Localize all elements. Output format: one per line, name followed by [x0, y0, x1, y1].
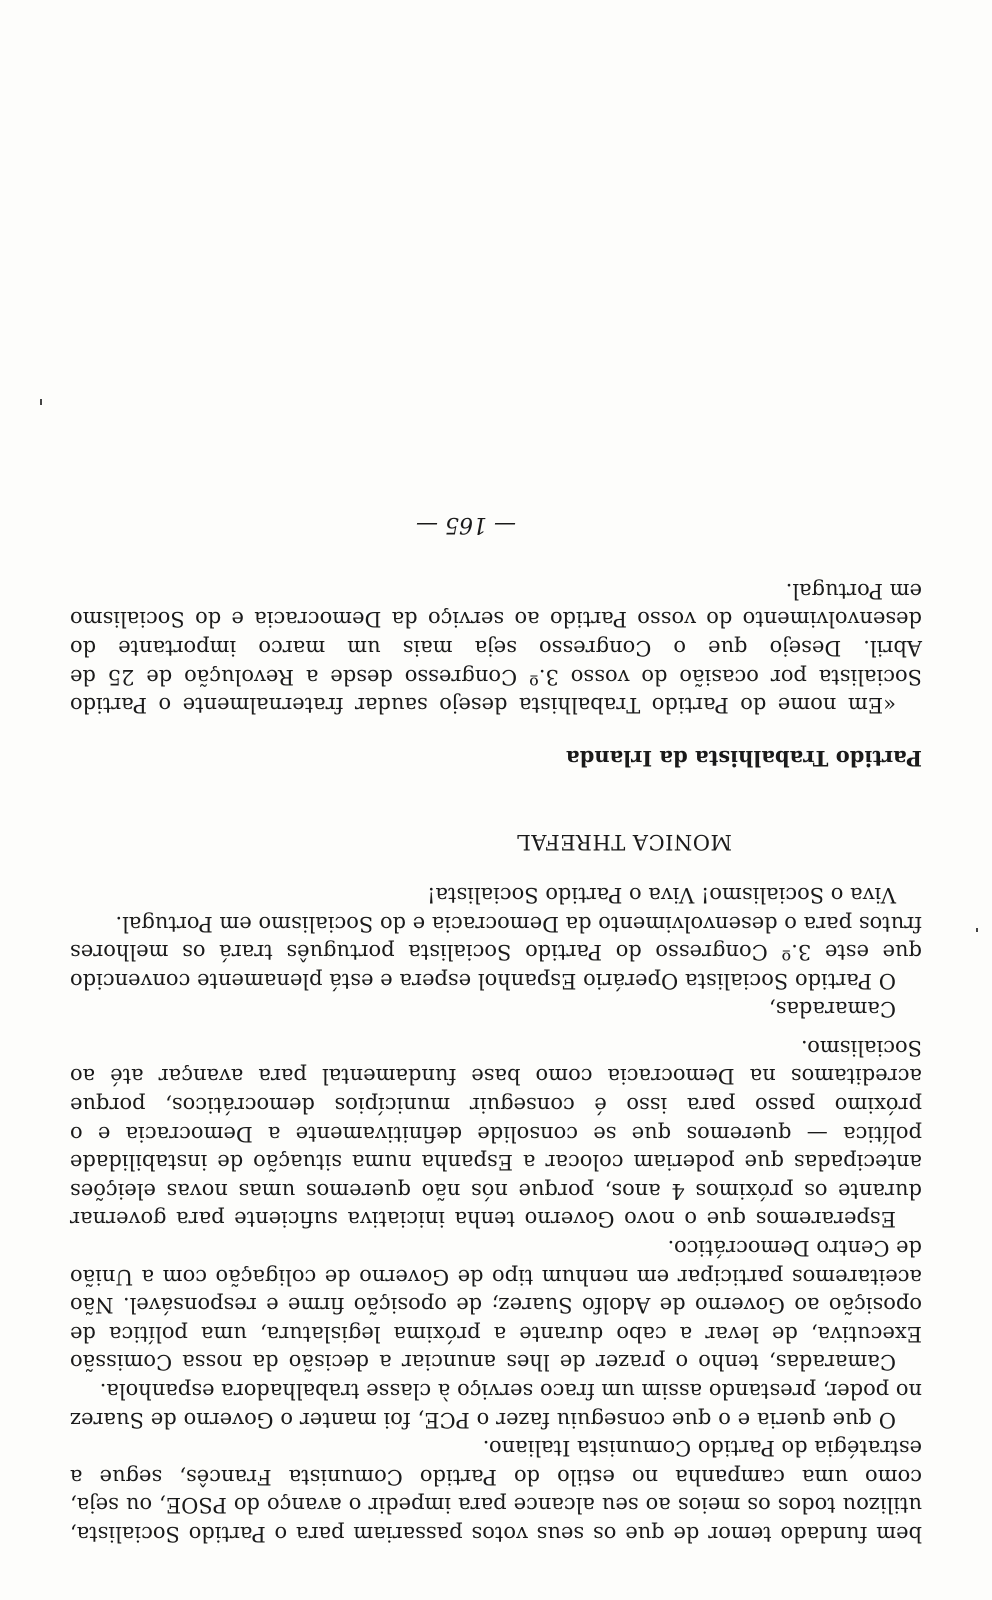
- page-number: — 165 —: [416, 512, 516, 538]
- section-title: Partido Trabalhista da Irlanda: [566, 745, 922, 771]
- spacer: [70, 719, 922, 743]
- paragraph: O que queria e o que conseguiu fazer o PCE, foi manter o Governo de Suarez no poder, prestando assim um fraco serviço à classe trabalhadora espanhola.: [70, 1379, 922, 1432]
- paragraph: bem fundado temor de que os seus votos passariam para o Partido Socialista, utilizou todos os meios ao seu alcance para impedir o avanço do PSOE, ou seja, como uma campanha no estilo do Partido Comunista Francês, segue a estratégia do Partido Comunista Italiano.: [70, 1436, 922, 1546]
- paragraph: Esperaremos que o novo Governo tenha iniciativa suficiente para governar durante os próximos 4 anos, porque nós não queremos umas novas eleições antecipadas que poderiam colocar a Espanha numa situação de instabilidade política — queremos que se consolide definitivamente a Democracia e o próximo passo para isso é conseguir municípios democráticos, porque acreditamos na Democracia como base fundamental para avançar até ao Socialismo.: [70, 1035, 922, 1232]
- paragraph: Camaradas,: [769, 997, 896, 1022]
- paragraph: «Em nome do Partido Trabalhista desejo saudar fraternalmente o Partido Socialista por ocasião do vosso 3.º Congresso desde a Revolução de 25 de Abril. Desejo que o Congresso seja mais um marco importante do desenvolvimento do vosso Partido ao serviço da Democracia e do Socialismo em Portugal.: [70, 578, 922, 718]
- page-content: [70, 510, 922, 1548]
- scan-speck: [976, 928, 978, 932]
- spacer: [70, 1023, 922, 1033]
- spacer: [70, 772, 922, 828]
- scan-speck: [40, 399, 42, 405]
- spacer: [70, 538, 922, 576]
- paragraph: O Partido Socialista Operário Espanhol espera e está plenamente convencido que este 3.º Congresso do Partido Socialista português trará os melhores frutos para o desenvolvimento da Democracia e do Socialismo em Portugal.: [70, 911, 922, 993]
- paragraph: Camaradas, tenho o prazer de lhes anunciar a decisão da nossa Comissão Executiva, de levar a cabo durante a próxima legislatura, uma política de oposição ao Governo de Adolfo Suarez; de oposição firme e responsável. Não aceitaremos participar em nenhum tipo de Governo de coligação com a União de Centro Democrático.: [70, 1236, 922, 1375]
- paragraph: Viva o Socialismo! Viva o Partido Socialista!: [427, 882, 896, 907]
- spacer: [70, 856, 922, 880]
- signature: MONICA THREFAL: [516, 830, 732, 855]
